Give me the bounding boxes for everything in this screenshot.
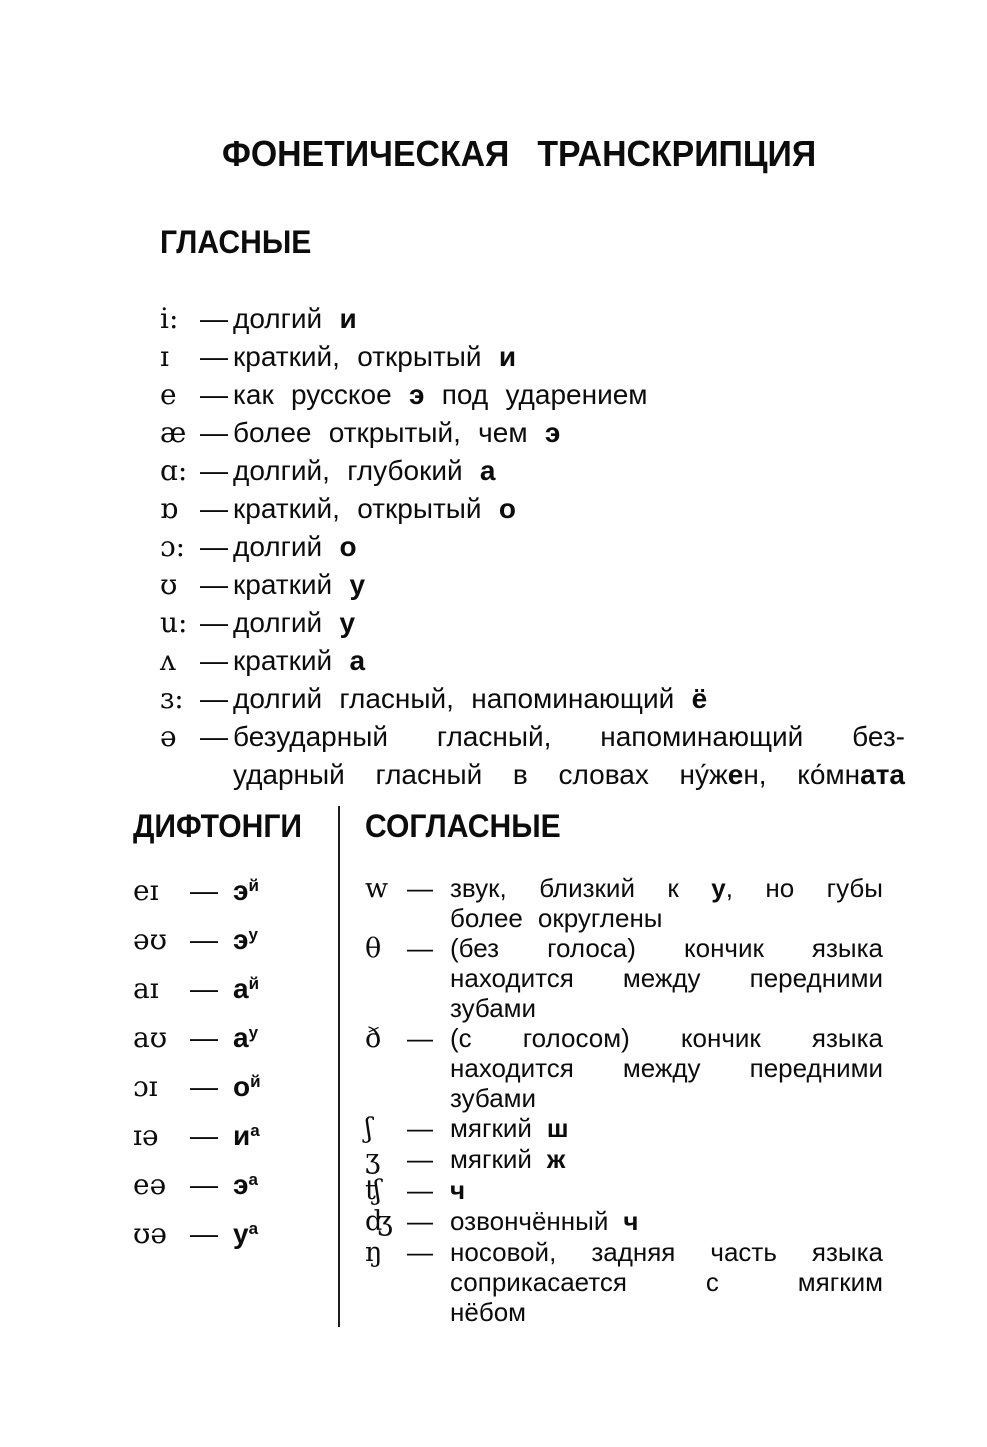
text-segment: ударный гласный в словах ну́ж [233,759,728,790]
phonetic-symbol: w [365,873,389,904]
bold-letter: э [233,875,249,906]
vowel-row [160,414,905,452]
text-segment: н, ко́мн [743,759,861,790]
description [450,933,883,1023]
description-line [233,338,905,376]
phonetic-symbol: eɪ [133,874,159,907]
bold-letter: и [498,341,517,372]
text-segment: долгий гласный, напоминающий [233,683,692,714]
bold-letter: у [233,1218,249,1249]
phonetic-symbol: ŋ [365,1237,383,1268]
dip-row [133,915,338,964]
text-segment: мягкий [450,1113,547,1143]
description-line [450,1023,883,1053]
description [450,1206,883,1236]
phonetic-symbol: ʃ [365,1113,373,1144]
russian-equivalent [233,866,259,915]
description [450,1144,883,1174]
description [233,338,905,376]
dash: — [407,1237,433,1267]
vowel-row [160,718,905,794]
text-segment: носовой, задняя часть языка [450,1237,883,1267]
dash: — [200,303,228,334]
vowel-row [160,528,905,566]
vowels-heading: ГЛАСНЫЕ [160,224,312,260]
text-segment: (с голосом) кончик языка [450,1023,883,1053]
description-line [450,1175,883,1205]
two-column-section [133,806,905,1327]
bold-letter: э [544,417,561,448]
text-segment: краткий, открытый [233,341,499,372]
description [233,490,905,528]
bold-letter: э [233,1169,249,1200]
phonetic-symbol: aʊ [133,1021,168,1054]
description [450,873,883,933]
diphthongs-heading: ДИФТОНГИ [133,808,302,844]
vowel-row [160,642,905,680]
text-segment: (без голоса) кончик языка [450,933,883,963]
con-row [365,1144,883,1175]
bold-letter: е [727,759,744,790]
text-segment: зубами [450,993,537,1023]
dash: — [190,973,218,1004]
title-block [0,0,987,176]
description [233,566,905,604]
russian-equivalent [233,964,259,1013]
bold-letter: ё [691,683,708,714]
description-line [450,1053,883,1083]
description-line [450,1297,883,1327]
phonetic-symbol: ɜ: [160,682,184,715]
description-line [450,1144,883,1174]
con-row [365,1237,883,1327]
text-segment: долгий [233,607,340,638]
description [233,452,905,490]
text-segment: долгий [233,303,340,334]
description-line [233,680,905,718]
superscript-letter: й [248,974,260,993]
dash: — [407,1175,433,1205]
description-line [450,1083,883,1113]
superscript-letter: й [248,876,259,895]
dash: — [200,531,228,562]
phonetic-symbol: ɒ [160,492,178,525]
dash: — [407,1023,433,1053]
description-line [233,490,905,528]
text-segment: находится между передними [450,1053,883,1083]
phonetic-symbol: ʤ [365,1206,393,1237]
description [233,718,905,794]
phonetic-symbol: ʊə [133,1217,167,1250]
dip-row [133,866,338,915]
vowel-row [160,490,905,528]
dip-row [133,1013,338,1062]
dash: — [200,379,228,410]
phonetic-symbol: aɪ [133,972,159,1005]
bold-letter: э [408,379,425,410]
dash: — [190,875,218,906]
bold-letter: у [711,873,726,903]
dash: — [200,455,228,486]
description-line [450,1206,883,1236]
consonants-heading-block [365,806,883,846]
description [450,1113,883,1143]
dash: — [200,683,228,714]
dash: — [200,417,228,448]
description-line [450,1113,883,1143]
description-line [450,903,883,933]
dip-row [133,964,338,1013]
page-title: ФОНЕТИЧЕСКАЯ ТРАНСКРИПЦИЯ [221,133,817,174]
vowel-row [160,300,905,338]
bold-letter: и [233,1120,251,1151]
phonetic-symbol: θ [365,933,382,964]
con-row [365,873,883,933]
consonants-list [365,873,883,1327]
superscript-letter: у [248,925,258,944]
phonetic-symbol: i: [160,302,179,335]
dash: — [190,1120,218,1151]
russian-equivalent [233,915,258,964]
text-segment: краткий [233,645,350,676]
dash: — [407,1206,433,1236]
con-row [365,1175,883,1206]
diphthongs-list [133,866,338,1258]
con-row [365,1113,883,1144]
dip-row [133,1160,338,1209]
text-segment: более округлены [450,903,663,933]
text-segment: находится между передними [450,963,883,993]
text-segment: озвончённый [450,1206,624,1236]
bold-letter: о [233,1071,251,1102]
bold-letter: и [339,303,357,334]
phonetic-symbol: ɔɪ [133,1070,158,1103]
description [233,300,905,338]
bold-letter: а [479,455,496,486]
vowel-row [160,604,905,642]
phonetic-symbol: ə [160,720,177,753]
description-line [450,963,883,993]
description [450,1237,883,1327]
bold-letter: а [349,645,366,676]
superscript-letter: а [250,1121,260,1140]
text-segment: долгий [233,531,340,562]
description-line [233,376,905,414]
text-segment: , но губы [725,873,883,903]
phonetic-symbol: ɪ [160,340,169,373]
russian-equivalent [233,1062,261,1111]
phonetic-symbol: ʧ [365,1175,382,1206]
vowel-row [160,452,905,490]
description-line [450,1237,883,1267]
text-segment: краткий [233,569,350,600]
superscript-letter: й [250,1072,261,1091]
description-line [233,528,905,566]
phonetic-symbol: eə [133,1168,167,1201]
dash: — [407,873,433,903]
description-line [233,566,905,604]
dash: — [407,1113,433,1143]
bold-letter: а [233,973,249,1004]
dip-row [133,1062,338,1111]
vowel-row [160,338,905,376]
phonetic-symbol: ʒ [365,1144,381,1175]
text-segment: под ударением [424,379,648,410]
text-segment: зубами [450,1083,537,1113]
bold-letter: ж [546,1144,566,1174]
phonetic-symbol: e [160,378,177,411]
bold-letter: ш [546,1113,569,1143]
bold-letter: ч [450,1175,466,1205]
description [450,1175,883,1205]
dip-row [133,1111,338,1160]
text-segment: нёбом [450,1297,527,1327]
dash: — [200,607,228,638]
dash: — [200,341,228,372]
bold-letter: у [349,569,366,600]
russian-equivalent [233,1209,258,1258]
description-line [233,300,905,338]
dash: — [190,1169,218,1200]
consonants-column [340,806,905,1327]
superscript-letter: у [248,1023,259,1042]
dash: — [200,645,228,676]
description-line [233,414,905,452]
description [233,414,905,452]
bold-letter: ата [860,759,905,790]
con-row [365,1023,883,1113]
russian-equivalent [233,1160,258,1209]
description-line [450,1267,883,1297]
phonetic-symbol: ɪə [133,1119,159,1152]
phonetic-symbol: ɑ: [160,454,188,487]
dash: — [407,1144,433,1174]
description-line [233,756,905,794]
diphthongs-column [133,806,340,1327]
vowel-row [160,566,905,604]
bold-letter: о [498,493,516,524]
dash: — [190,1071,218,1102]
text-segment: безударный гласный, напоминающий без- [233,721,905,752]
phonetic-symbol: u: [160,606,188,639]
vowels-heading-block [160,222,987,262]
russian-equivalent [233,1013,258,1062]
description [233,528,905,566]
description [233,376,905,414]
russian-equivalent [233,1111,260,1160]
bold-letter: э [233,924,249,955]
con-row [365,933,883,1023]
description-line [450,873,883,903]
description [233,604,905,642]
text-segment: более открытый, чем [233,417,545,448]
description [233,642,905,680]
description [233,680,905,718]
phonetic-symbol: æ [160,416,187,449]
description-line [450,933,883,963]
dash: — [190,1022,218,1053]
dip-row [133,1209,338,1258]
superscript-letter: а [248,1170,258,1189]
text-segment: долгий, глубокий [233,455,480,486]
text-segment: как русское [233,379,409,410]
description-line [233,642,905,680]
bold-letter: а [233,1022,249,1053]
bold-letter: у [339,607,356,638]
text-segment: звук, близкий к [450,873,712,903]
text-segment: мягкий [450,1144,547,1174]
superscript-letter: а [248,1219,259,1238]
bold-letter: ч [623,1206,639,1236]
dash: — [190,924,218,955]
phonetic-symbol: ɔ: [160,530,186,563]
phonetic-symbol: ð [365,1023,382,1054]
vowel-row [160,680,905,718]
description-line [450,993,883,1023]
phonetic-symbol: ʌ [160,644,176,677]
dash: — [407,933,433,963]
dash: — [200,493,228,524]
text-segment: краткий, открытый [233,493,499,524]
diphthongs-heading-block [133,806,338,846]
description [450,1023,883,1113]
phonetic-symbol: ʊ [160,568,178,601]
description-line [233,718,905,756]
con-row [365,1206,883,1237]
description-line [233,452,905,490]
bold-letter: о [339,531,357,562]
dash: — [200,721,228,752]
phonetic-symbol: əʊ [133,923,167,956]
dash: — [200,569,228,600]
vowels-list [160,300,905,794]
description-line [233,604,905,642]
text-segment: соприкасается с мягким [450,1267,883,1297]
consonants-heading: СОГЛАСНЫЕ [365,808,561,844]
dash: — [190,1218,218,1249]
vowel-row [160,376,905,414]
